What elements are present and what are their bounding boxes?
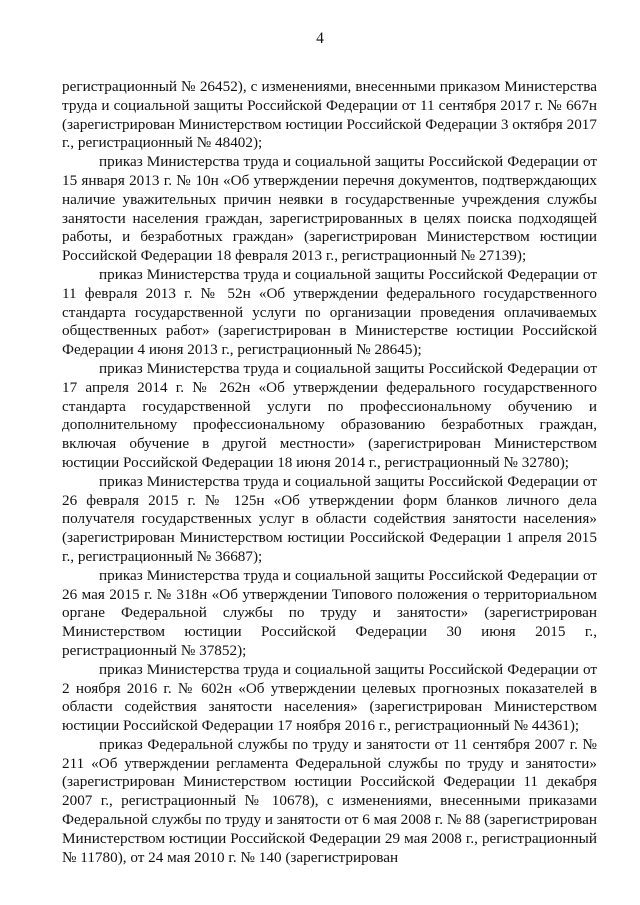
paragraph-order-602n: приказ Министерства труда и социальной защиты Российской Федерации от 2 ноября 2016 г. № 602н «Об утверждении целевых прогнозных показателей в области содействия занятости населения» (зарегистрирован Министерством юстиции Российской Федерации 17 ноября 2016 г., регистрационный № 44361);	[62, 660, 597, 735]
paragraph-order-262n: приказ Министерства труда и социальной защиты Российской Федерации от 17 апреля 2014 г. № 262н «Об утверждении федерального государственного стандарта государственной услуги по профессиональному обучению и дополнительному профессиональному образованию безработных граждан, включая обучение в другой местности» (зарегистрирован Министерством юстиции Российской Федерации 18 июня 2014 г., регистрационный № 32780);	[62, 359, 597, 471]
paragraph-order-125n: приказ Министерства труда и социальной защиты Российской Федерации от 26 февраля 2015 г. № 125н «Об утверждении форм бланков личного дела получателя государственных услуг в области содействия занятости населения» (зарегистрирован Министерством юстиции Российской Федерации 1 апреля 2015 г., регистрационный № 36687);	[62, 472, 597, 565]
paragraph-order-318n: приказ Министерства труда и социальной защиты Российской Федерации от 26 мая 2015 г. № 318н «Об утверждении Типового положения о территориальном органе Федеральной службы по труду и занятости» (зарегистрирован Министерством юстиции Российской Федерации 30 июня 2015 г., регистрационный № 37852);	[62, 566, 597, 659]
document-body	[62, 78, 597, 867]
paragraph-order-211: приказ Федеральной службы по труду и занятости от 11 сентября 2007 г. № 211 «Об утверждении регламента Федеральной службы по труду и занятости» (зарегистрирован Министерством юстиции Российской Федерации 11 декабря 2007 г., регистрационный № 10678), с изменениями, внесенными приказами Федеральной службы по труду и занятости от 6 мая 2008 г. № 88 (зарегистрирован Министерством юстиции Российской Федерации 29 мая 2008 г., регистрационный № 11780), от 24 мая 2010 г. № 140 (зарегистрирован	[62, 735, 597, 866]
page-number: 4	[316, 30, 324, 47]
paragraph-order-52n: приказ Министерства труда и социальной защиты Российской Федерации от 11 февраля 2013 г. № 52н «Об утверждении федерального государственного стандарта государственной услуги по организации проведения оплачиваемых общественных работ» (зарегистрирован в Министерстве юстиции Российской Федерации 4 июня 2013 г., регистрационный № 28645);	[62, 265, 597, 359]
paragraph-continuation: регистрационный № 26452), с изменениями, внесенными приказом Министерства труда и социальной защиты Российской Федерации от 11 сентября 2017 г. № 667н (зарегистрирован Министерством юстиции Российской Федерации 3 октября 2017 г., регистрационный № 48402);	[62, 78, 597, 152]
paragraph-order-10n: приказ Министерства труда и социальной защиты Российской Федерации от 15 января 2013 г. № 10н «Об утверждении перечня документов, подтверждающих наличие уважительных причин неявки в государственные учреждения службы занятости населения граждан, зарегистрированных в целях поиска подходящей работы, и безработных граждан» (зарегистрирован Министерством юстиции Российской Федерации 18 февраля 2013 г., регистрационный № 27139);	[62, 153, 597, 265]
